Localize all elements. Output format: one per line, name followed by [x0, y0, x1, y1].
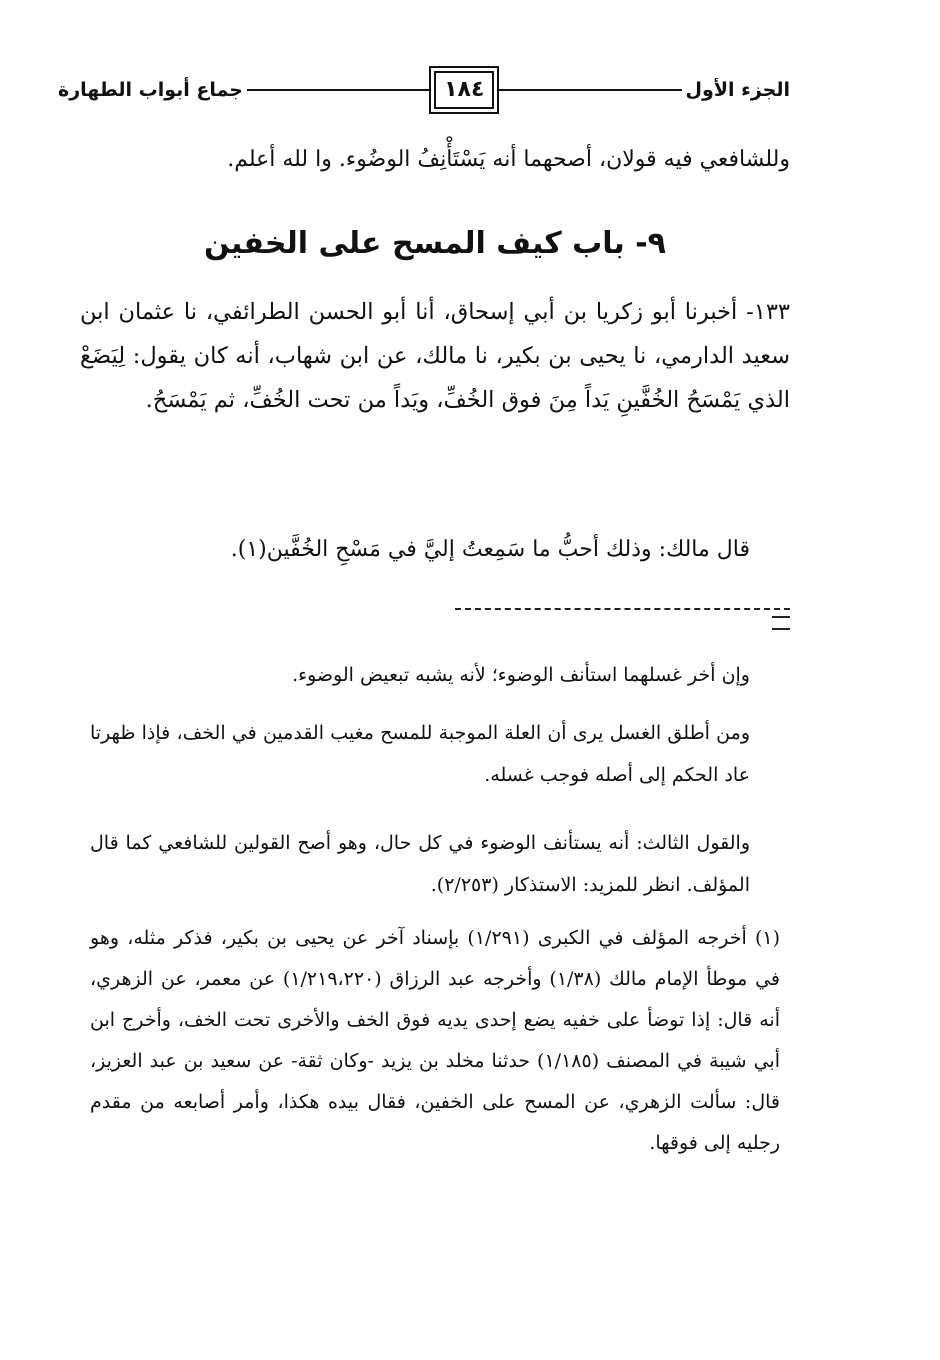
malik-quote: قال مالك: وذلك أحبُّ ما سَمِعتُ إليَّ في مَسْحِ الخُفَّين(١).: [230, 537, 750, 562]
header-rule-left: [247, 89, 430, 91]
running-header: [58, 62, 790, 118]
footnote-separator: [455, 608, 790, 610]
header-rule-right: [498, 89, 681, 91]
header-volume: الجزء الأول: [685, 79, 790, 101]
footnote-1: (١) أخرجه المؤلف في الكبرى (١/٢٩١) بإسناد آخر عن يحيى بن بكير، فذكر مثله، وهو في موطأ الإمام مالك (١/٣٨) وأخرجه عبد الرزاق (١/٢١٩،٢٢٠) عن معمر، عن الزهري، أنه قال: إذا توضأ على خفيه يضع إحدى يديه فوق الخف والأخرى تحت الخف، وأخرج ابن أبي شيبة في المصنف (١/١٨٥) حدثنا مخلد بن يزيد -وكان ثقة- عن سعيد بن عبد العزيز، قال: سألت الزهري، عن المسح على الخفين، فقال بيده هكذا، وأمر أصابعه من مقدم رجليه إلى فوقها.: [90, 927, 780, 1154]
footnote-continued-3: والقول الثالث: أنه يستأنف الوضوء في كل حال، وهو أصح القولين للشافعي كما قال المؤلف. انظر للمزيد: الاستذكار (٢/٢٥٣).: [90, 832, 750, 896]
header-section: جماع أبواب الطهارة: [58, 79, 243, 101]
footnote-continuation-mark: [772, 616, 790, 630]
footnote-continued-2: ومن أطلق الغسل يرى أن العلة الموجبة للمسح مغيب القدمين في الخف، فإذا ظهرتا عاد الحكم إلى أصله فوجب غسله.: [90, 722, 750, 786]
hadith-paragraph: ١٣٣- أخبرنا أبو زكريا بن أبي إسحاق، أنا أبو الحسن الطرائفي، نا عثمان ابن سعيد الدارمي، نا يحيى بن بكير، نا مالك، عن ابن شهاب، أنه كان يقول: لِيَضَعْ الذي يَمْسَحُ الخُفَّينِ يَداً مِنَ فوق الخُفِّ، ويَداً من تحت الخُفِّ، ثم يَمْسَحُ.: [80, 299, 790, 413]
footnote-continued-1: وإن أخر غسلهما استأنف الوضوء؛ لأنه يشبه تبعيض الوضوء.: [292, 664, 750, 686]
page-number: ١٨٤: [434, 71, 494, 109]
intro-paragraph: وللشافعي فيه قولان، أصحهما أنه يَسْتَأْنِفُ الوضُوء. وا لله أعلم.: [227, 147, 790, 172]
chapter-title: ٩- باب كيف المسح على الخفين: [204, 226, 666, 261]
